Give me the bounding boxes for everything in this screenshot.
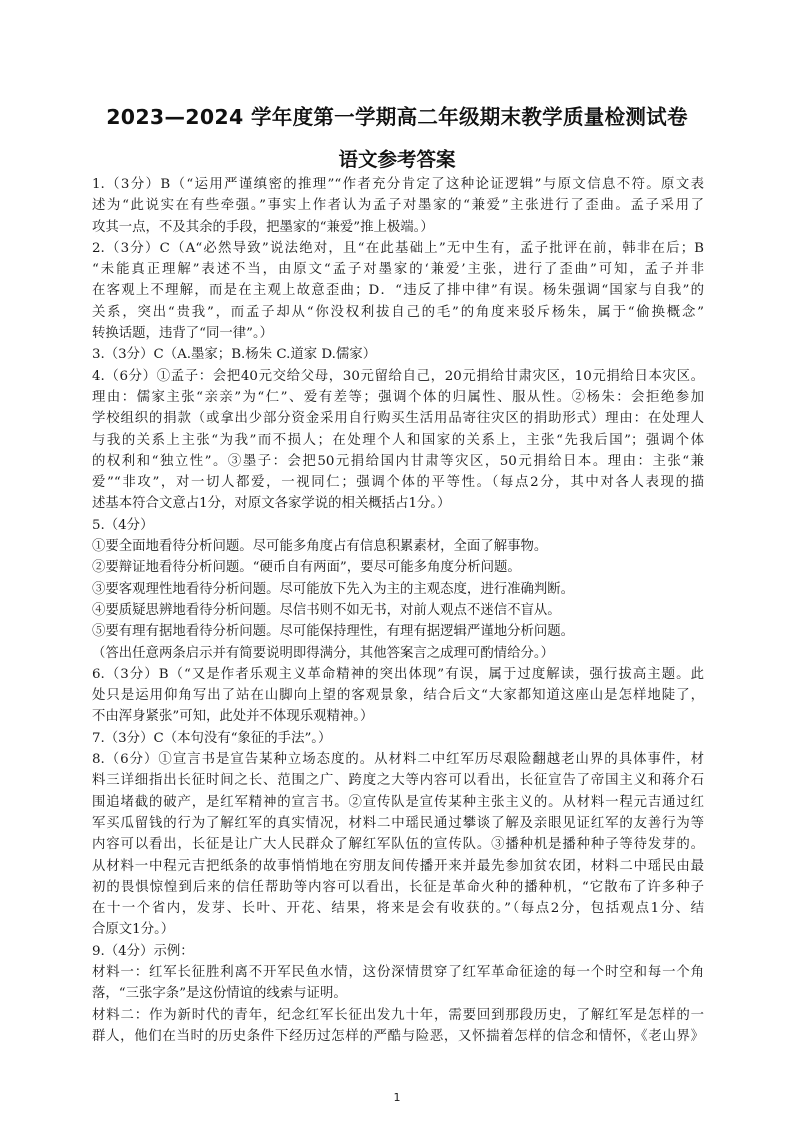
- text-line: 1.（3分）B（“运用严谨缜密的推理”“作者充分肯定了这种论证逻辑”与原文信息不符。原文表: [92, 177, 704, 192]
- text-line: 合原文1分。）: [92, 922, 175, 938]
- text-line: 关系，突出“贵我”，而孟子却从“你没权利拔自己的毛”的角度来驳斥杨朱，属于“偷换概念”: [92, 304, 704, 320]
- text-line: 内容可以看出，长征是让广大人民群众了解红军队伍的宣传队。③播种机是播种种子等待发芽的。: [92, 837, 704, 853]
- text-line: 不由浑身紧张”可知，此处并不体现乐观精神。）: [92, 709, 374, 725]
- text-line: 的权利和“独立性”。③墨子：会把50元捐给国内甘肃等灾区，50元捐给日本。理由：主张“兼: [92, 453, 704, 469]
- text-line: 转换话题，违背了“同一律”。）: [92, 326, 274, 342]
- text-line: 5.（4分）: [92, 517, 154, 533]
- text-line: 料三详细指出长征时间之长、范围之广、跨度之大等内容可以看出，长征宣告了帝国主义和蒋介石: [92, 773, 704, 789]
- text-line: 8.（6分）①宣言书是宣告某种立场态度的。从材料二中红军历尽艰险翻越老山界的具体事件，材: [92, 752, 704, 768]
- text-line: 群人，他们在当时的历史条件下经历过怎样的严酷与险恶，又怀揣着怎样的信念和情怀，《老山界》: [92, 1028, 704, 1044]
- text-line: 6.（3分）B（“又是作者乐观主义革命精神的突出体现”有误，属于过度解读，强行拔高主题。此: [92, 666, 704, 682]
- text-line: 理由：儒家主张“亲亲”为“仁”、爱有差等；强调个体的归属性、服从性。②杨朱：会拒绝参加: [92, 389, 704, 405]
- text-line: 在十一个省内，发芽、长叶、开花、结果，将来是会有收获的。”（每点2分，包括观点1分、结: [92, 901, 704, 917]
- text-line: ③要客观理性地看待分析问题。尽可能放下先入为主的主观态度，进行准确判断。: [92, 581, 575, 597]
- page-number: 1: [393, 1091, 401, 1104]
- text-line: ①要全面地看待分析问题。尽可能多角度占有信息积累素材，全面了解事物。: [92, 539, 548, 555]
- exam-title: 2023—2024 学年度第一学期高二年级期末教学质量检测试卷: [106, 105, 688, 129]
- text-line: ⑤要有理有据地看待分析问题。尽可能保持理性，有理有据逻辑严谨地分析问题。: [92, 624, 575, 640]
- text-line: ②要辩证地看待分析问题。“硬币自有两面”，要尽可能多角度分析问题。: [92, 560, 521, 576]
- answer-body: [92, 174, 704, 1047]
- text-line: 述为“此说实在有些牵强。”事实上作者认为孟子对墨家的“兼爱”主张进行了歪曲。孟子采用了: [92, 198, 704, 214]
- text-line: 攻其一点，不及其余的手段，把墨家的“兼爱”推上极端。）: [92, 219, 434, 235]
- answer-key-subtitle: 语文参考答案: [338, 148, 456, 171]
- text-line: 在客观上不理解，而是在主观上故意歪曲；D．“违反了排中律”有误。杨朱强调“国家与自我”的: [92, 283, 704, 299]
- text-line: ④要质疑思辨地看待分析问题。尽信书则不如无书，对前人观点不迷信不盲从。: [92, 602, 561, 618]
- text-line: “未能真正理解”表述不当，由原文“孟子对墨家的‘兼爱’主张，进行了歪曲”可知，孟子并非: [92, 262, 704, 278]
- text-line: 落，“三张字条”是这份情谊的线索与证明。: [92, 986, 347, 1002]
- text-line: 初的畏惧惊惶到后来的信任帮助等内容可以看出，长征是革命火种的播种机，“它散布了许多种子: [92, 879, 704, 895]
- text-line: 9.（4分）示例：: [92, 943, 194, 959]
- text-line: 与我的关系上主张“为我”而不损人；在处理个人和国家的关系上，主张“先我后国”；强调个体: [92, 432, 704, 448]
- text-line: （答出任意两条启示并有简要说明即得满分，其他答案言之成理可酌情给分。）: [92, 645, 554, 661]
- text-line: 述基本符合文意占1分，对原文各家学说的相关概括占1分。）: [92, 496, 451, 512]
- text-line: 围追堵截的破产，是红军精神的宣言书。②宣传队是宣传某种主张主义的。从材料一程元吉通过红: [92, 794, 704, 810]
- text-line: 材料二：作为新时代的青年，纪念红军长征出发九十年，需要回到那段历史，了解红军是怎样的一: [92, 1007, 704, 1023]
- text-line: 3.（3分）C（A.墨家；B.杨朱 C.道家 D.儒家）: [92, 347, 377, 363]
- text-line: 爱”“非攻”，对一切人都爱，一视同仁；强调个体的平等性。（每点2分，其中对各人表现的描: [92, 475, 704, 491]
- text-line: 2.（3分）C（A“必然导致”说法绝对，且“在此基础上”无中生有，孟子批评在前，韩非在后；B: [92, 240, 704, 256]
- text-line: 4.（6分）①孟子：会把40元交给父母，30元留给自己，20元捐给甘肃灾区，10元捐给日本灾区。: [92, 368, 704, 384]
- text-line: 军买瓜留钱的行为了解红军的真实情况，材料二中瑶民通过攀谈了解及亲眼见证红军的友善行为等: [92, 815, 704, 831]
- text-line: 材料一：红军长征胜利离不开军民鱼水情，这份深情贯穿了红军革命征途的每一个时空和每一个角: [92, 964, 704, 980]
- text-line: 从材料一中程元吉把纸条的故事悄悄地在穷朋友间传播开来并最先参加贫农团，材料二中瑶民由最: [92, 858, 704, 874]
- text-line: 7.（3分）C（本句没有“象征的手法”。）: [92, 730, 332, 746]
- text-line: 学校组织的捐款（或拿出少部分资金采用自行购买生活用品寄往灾区的捐助形式）理由：在处理人: [92, 411, 704, 427]
- text-line: 处只是运用仰角写出了站在山脚向上望的客观景象，结合后文“大家都知道这座山是怎样地陡了，: [92, 688, 704, 704]
